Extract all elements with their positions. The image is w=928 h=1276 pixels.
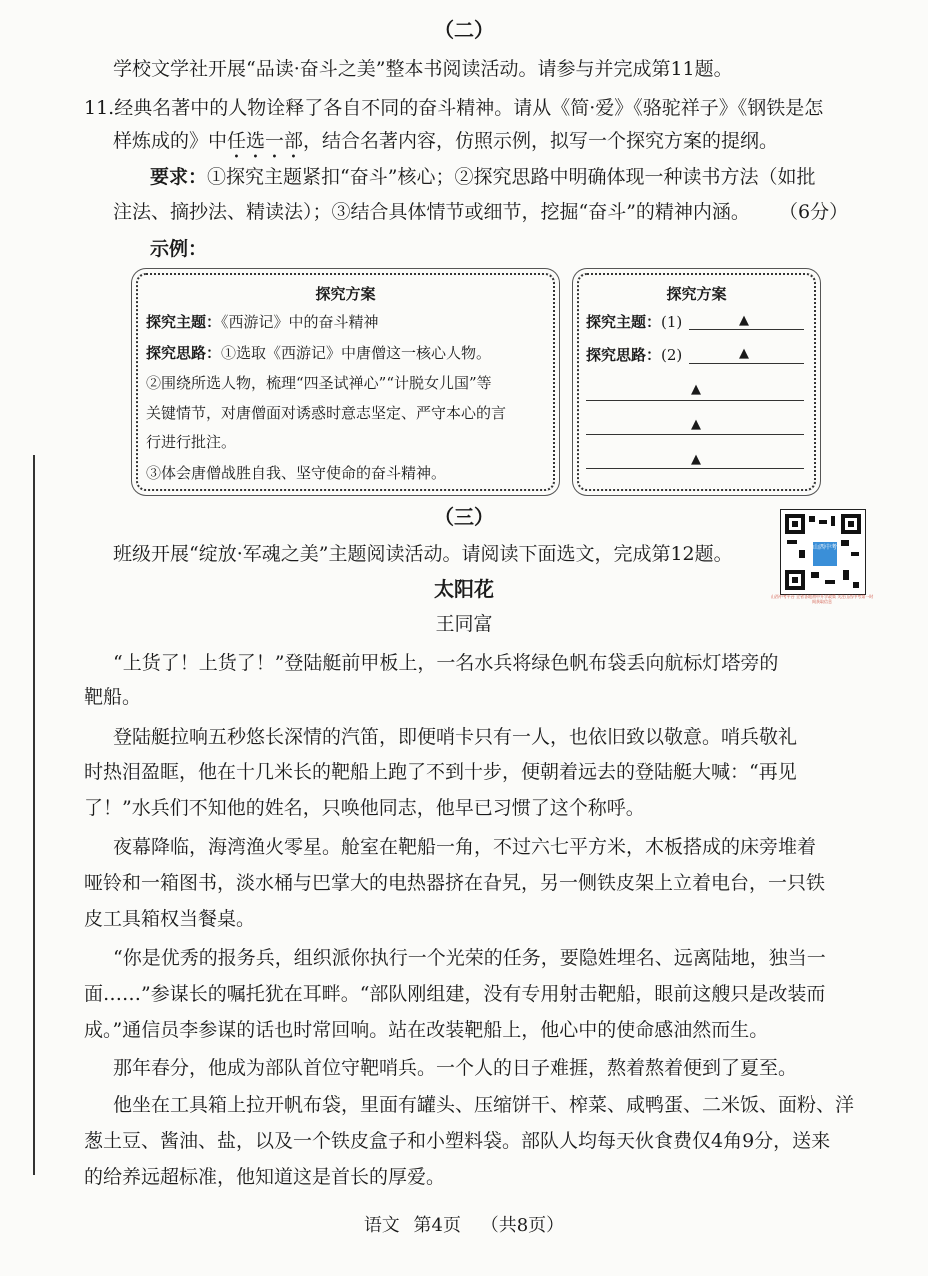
triangle-marker-icon: ▲ (691, 452, 701, 467)
paragraph-2-line: 登陆艇拉响五秒悠长深情的汽笛，即便哨卡只有一人，也依旧致以敬意。哨兵敬礼 (113, 726, 798, 748)
q11-text-a: 样炼成的》中 (113, 130, 228, 152)
points: （6分） (779, 201, 849, 223)
answer-theme-label: 探究主题： (586, 313, 662, 331)
section3-intro: 班级开展“绽放·军魂之美”主题阅读活动。请阅读下面选文，完成第12题。 (113, 543, 733, 565)
question-11-line2 (113, 129, 778, 163)
footer-subject: 语文 (363, 1215, 400, 1236)
answer-box-title: 探究方案 (666, 285, 727, 303)
paragraph-4-line: 成。”通信员李参谋的话也时常回响。站在改装靶船上，他心中的使命感油然而生。 (84, 1019, 769, 1041)
example-idea-text: ①选取《西游记》中唐僧这一核心人物。 (221, 344, 492, 362)
answer-idea-num: (2) (661, 346, 683, 364)
paragraph-1-line: 靶船。 (84, 686, 142, 708)
answer-blank-line[interactable] (586, 400, 804, 401)
paragraph-1-line: “上货了！上货了！”登陆艇前甲板上，一名水兵将绿色帆布袋丢向航标灯塔旁的 (113, 652, 779, 674)
example-idea-label: 探究思路： (146, 344, 222, 362)
footer-page: 第4页 (413, 1215, 461, 1236)
triangle-marker-icon: ▲ (691, 417, 701, 432)
triangle-marker-icon: ▲ (691, 382, 701, 397)
paragraph-6-line: 的给养远超标准，他知道这是首长的厚爱。 (84, 1166, 446, 1188)
example-idea (146, 343, 491, 363)
answer-idea (586, 345, 682, 365)
example-theme-label: 探究主题： (146, 313, 222, 331)
qr-logo: 山西中考 (811, 540, 839, 568)
answer-idea-label: 探究思路： (586, 346, 662, 364)
requirement-label: 要求： (150, 166, 208, 188)
example-line6: ③体会唐僧战胜自我、坚守使命的奋斗精神。 (146, 464, 447, 482)
section2-intro: 学校文学社开展“品读·奋斗之美”整本书阅读活动。请参与并完成第11题。 (113, 58, 733, 80)
story-author: 王同富 (435, 613, 493, 635)
example-theme-text: 《西游记》中的奋斗精神 (221, 313, 379, 331)
example-label: 示例： (150, 238, 208, 260)
paragraph-3-line: 哑铃和一箱图书，淡水桶与巴掌大的电热器挤在旮旯，另一侧铁皮架上立着电台，一只铁 (84, 872, 826, 894)
answer-theme-blank[interactable] (689, 329, 804, 330)
qr-caption: 山西中考平台 全省各地初中升学政策 关注山西中考第一时间获取信息 (770, 594, 874, 604)
paragraph-2-line: 时热泪盈眶，他在十几米长的靶船上跑了不到十步，便朝着远去的登陆艇大喊：“再见 (84, 761, 797, 783)
example-box-title: 探究方案 (315, 285, 376, 303)
triangle-marker-icon: ▲ (739, 346, 749, 361)
paragraph-6-line: 葱土豆、酱油、盐，以及一个铁皮盒子和小塑料袋。部队人均每天伙食费仅4角9分，送来 (84, 1130, 831, 1152)
triangle-marker-icon: ▲ (739, 313, 749, 328)
question-11-line1: 11.经典名著中的人物诠释了各自不同的奋斗精神。请从《简·爱》《骆驼祥子》《钢铁是怎 (84, 97, 824, 119)
example-theme (146, 312, 379, 332)
paragraph-2-line: 了！”水兵们不知他的姓名，只唤他同志，他早已习惯了这个称呼。 (84, 797, 645, 819)
story-title: 太阳花 (434, 577, 494, 601)
margin-rule (33, 455, 35, 1175)
example-line5: 行进行批注。 (146, 433, 237, 451)
q11-emphasis: 任选一部 (227, 130, 304, 152)
paragraph-6-line: 他坐在工具箱上拉开帆布袋，里面有罐头、压缩饼干、榨菜、咸鸭蛋、二米饭、面粉、洋 (113, 1094, 855, 1116)
footer-total: （共8页） (480, 1215, 565, 1236)
paragraph-3-line: 夜幕降临，海湾渔火零星。舱室在靶船一角，不过六七平方米，木板搭成的床旁堆着 (113, 836, 817, 858)
page-footer (0, 1211, 928, 1237)
answer-blank-line[interactable] (586, 434, 804, 435)
requirement-line2: 注法、摘抄法、精读法）；③结合具体情节或细节，挖掘“奋斗”的精神内涵。 (113, 201, 750, 223)
example-line3: ②围绕所选人物，梳理“四圣试禅心”“计脱女儿国”等 (146, 374, 492, 392)
answer-blank-line[interactable] (586, 468, 804, 469)
section-heading-3: （三） (434, 505, 494, 529)
answer-theme-num: (1) (661, 313, 683, 331)
answer-theme (586, 312, 682, 332)
paragraph-3-line: 皮工具箱权当餐桌。 (84, 908, 256, 930)
example-line4: 关键情节，对唐僧面对诱惑时意志坚定、严守本心的言 (146, 404, 507, 422)
answer-idea-blank[interactable] (689, 363, 804, 364)
paragraph-4-line: “你是优秀的报务兵，组织派你执行一个光荣的任务，要隐姓埋名、远离陆地，独当一 (113, 947, 826, 969)
requirement-text-1: ①探究主题紧扣“奋斗”核心；②探究思路中明确体现一种读书方法（如批 (207, 166, 816, 188)
paragraph-5-line: 那年春分，他成为部队首位守靶哨兵。一个人的日子难捱，熬着熬着便到了夏至。 (113, 1057, 798, 1079)
q11-text-b: ，结合名著内容，仿照示例，拟写一个探究方案的提纲。 (303, 130, 779, 152)
requirement-line1 (150, 165, 815, 189)
paragraph-4-line: 面……”参谋长的嘱托犹在耳畔。“部队刚组建，没有专用射击靶船，眼前这艘只是改装而 (84, 983, 826, 1005)
section-heading-2: （二） (434, 18, 494, 42)
